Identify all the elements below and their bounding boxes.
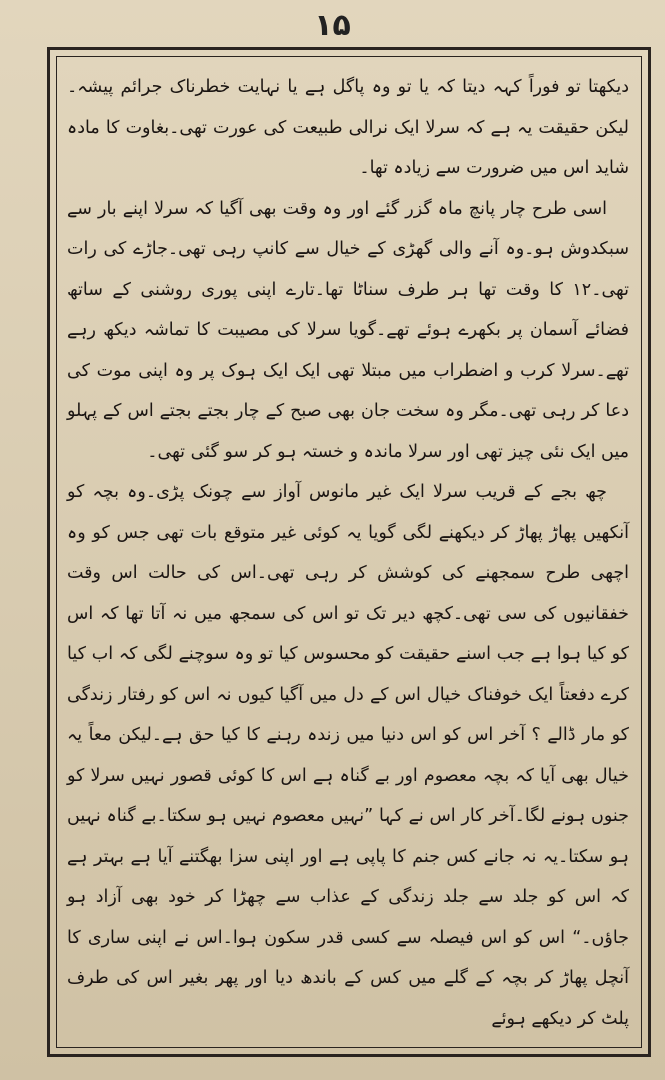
paragraph-3: چھ بجے کے قریب سرلا ایک غیر مانوس آواز سے چونک پڑی۔وہ بچہ کو آنکھیں پھاڑ پھاڑ کر دیکھنے لگی گویا یہ کوئی غیر متوقع بات تھی جس کو وہ اچھی طرح سمجھنے کی کوشش کر رہی تھی۔اس کی حالت اس وقت خفقانیوں کی سی تھی۔کچھ دیر تک تو اس کی سمجھ میں نہ آتا تھا کہ اس کو کیا ہوا ہے جب اسنے حقیقت کو محسوس کیا تو وہ سوچنے لگی کہ اب کیا کرے دفعتاً ایک خوفناک خیال اس کے دل میں آگیا کیوں نہ اس کو رفتار زندگی کو مار ڈالے ؟ آخر اس کو اس دنیا میں زندہ رہنے کا کیا حق ہے۔لیکن معاً یہ خیال بھی آیا کہ بچہ معصوم اور بے گناہ ہے اس کا کوئی قصور نہیں سرلا کو جنوں ہونے لگا۔آخر کار اس نے کہا ”نہیں معصوم نہیں ہو سکتا۔بے گناہ نہیں ہو سکتا۔یہ نہ جانے کس جنم کا پاپی ہے اور اپنی سزا بھگتنے آیا ہے بہتر ہے کہ اس کو جلد سے جلد زندگی کے عذاب سے چھڑا کر خود بھی آزاد ہو جاؤں۔“ اس کو اس فیصلہ سے کسی قدر سکون ہوا۔اس نے اپنی ساری کا آنچل پھاڑ کر بچہ کے گلے میں کس کے باندھ دیا اور پھر بغیر اس کی طرف پلٹ کر دیکھے ہوئے	[67, 482, 629, 1029]
page-border-inner	[56, 56, 642, 1048]
page-border-outer	[47, 47, 651, 1057]
page-number: ۱۵	[314, 8, 351, 43]
urdu-text-body	[67, 67, 629, 1039]
paragraph-1: دیکھتا تو فوراً کہہ دیتا کہ یا تو وہ پاگل ہے یا نہایت خطرناک جرائم پیشہ۔لیکن حقیقت یہ ہے کہ سرلا ایک نرالی طبیعت کی عورت تھی۔بغاوت کا مادہ شاید اس میں ضرورت سے زیادہ تھا۔	[67, 77, 629, 178]
paragraph-2: اسی طرح چار پانچ ماہ گزر گئے اور وہ وقت بھی آگیا کہ سرلا اپنے بار سے سبکدوش ہو۔وہ آنے والی گھڑی کے خیال سے کانپ رہی تھی۔جاڑے کی رات تھی۔۱۲ کا وقت تھا ہر طرف سناٹا تھا۔تارے اپنی پوری روشنی کے ساتھ فضائے آسمان پر بکھرے ہوئے تھے۔گویا سرلا کی مصیبت کا تماشہ دیکھ رہے تھے۔سرلا کرب و اضطراب میں مبتلا تھی ایک ایک ہوک پر وہ اپنی موت کی دعا کر رہی تھی۔مگر وہ سخت جان بھی صبح کے چار بجتے بجتے اس کے پہلو میں ایک نئی چیز تھی اور سرلا ماندہ و خستہ ہو کر سو گئی تھی۔	[67, 198, 629, 462]
